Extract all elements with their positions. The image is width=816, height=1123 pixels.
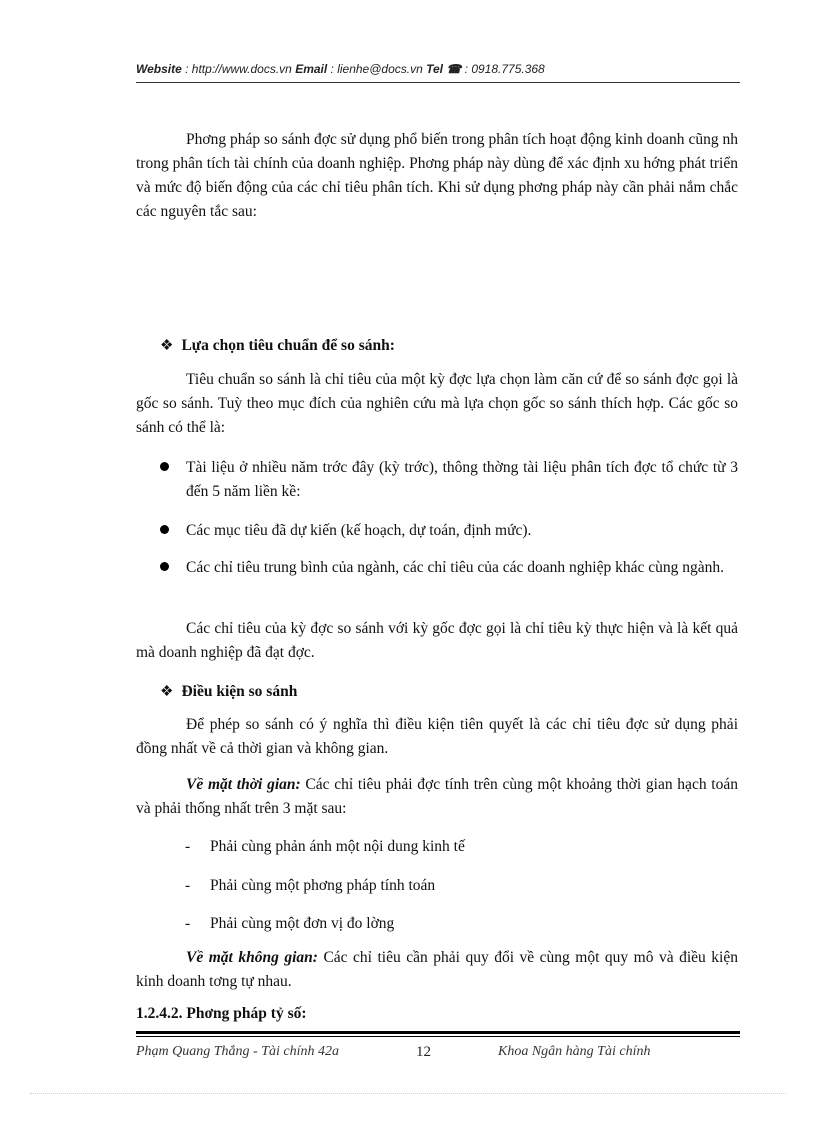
dash-icon: - (185, 915, 191, 932)
website-label: Website (136, 62, 182, 76)
heading-conditions-text: Điều kiện so sánh (181, 682, 298, 700)
time-text: Các chỉ tiêu phải đợc tính trên cùng một khoảng thời gian hạch toán và phải thống nhất trên 3 mặt sau: (136, 776, 738, 817)
intro-paragraph: Phơng pháp so sánh đợc sử dụng phổ biến trong phân tích hoạt động kinh doanh cũng nh trong phân tích tài chính của doanh nghiệp. Phơng pháp này dùng để xác định xu hớng phát triển và mức độ biến động của các chỉ tiêu phân tích. Khi sử dụng phơng pháp này cần phải nắm chắc các nguyên tắc sau: (136, 131, 738, 220)
footer-department: Khoa Ngân hàng Tài chính (498, 1044, 651, 1059)
time-label: Về mặt thời gian: (186, 776, 301, 793)
list-item (160, 556, 738, 580)
dash-icon: - (185, 877, 191, 894)
dash-item-text: Phải cùng một đơn vị đo lờng (210, 915, 395, 932)
list-item (160, 519, 738, 543)
list-item-text: Các chỉ tiêu trung bình của ngành, các chỉ tiêu của các doanh nghiệp khác cùng ngành. (186, 559, 724, 576)
heading-conditions (160, 682, 297, 701)
list-item (160, 456, 738, 504)
diamond-bullet-icon: ❖ (160, 684, 174, 700)
footer-author: Phạm Quang Thắng - Tài chính 42a (136, 1044, 339, 1059)
header-divider (136, 82, 740, 83)
criteria-paragraph: Tiêu chuẩn so sánh là chỉ tiêu của một kỳ đợc lựa chọn làm căn cứ để so sánh đợc gọi là gốc so sánh. Tuỳ theo mục đích của nghiên cứu mà lựa chọn gốc so sánh thích hợp. Các gốc so sánh có thể là: (136, 371, 738, 436)
phone-number: : 0918.775.368 (461, 62, 545, 76)
section-title: 1.2.4.2. Phơng pháp tỷ số: (136, 1005, 307, 1022)
list-item-text: Các mục tiêu đã dự kiến (kế hoạch, dự toán, định mức). (186, 522, 532, 539)
time-paragraph (136, 773, 738, 821)
tel-label: Tel (426, 62, 444, 76)
website-url[interactable]: : http://www.docs.vn (181, 62, 296, 76)
diamond-bullet-icon: ❖ (160, 338, 174, 354)
footer-divider-thick (136, 1031, 740, 1034)
dash-list-item (185, 874, 435, 898)
email-address[interactable]: : lienhe@docs.vn (327, 62, 427, 76)
page-header (136, 62, 740, 76)
dash-list-item (185, 835, 465, 859)
space-paragraph (136, 946, 738, 994)
footer-divider-thin (136, 1036, 740, 1037)
heading-criteria (160, 336, 395, 355)
space-text: Các chỉ tiêu cần phải quy đổi về cùng một quy mô và điều kiện kinh doanh tơng tự nhau. (136, 949, 738, 990)
bullet-dot-icon (160, 462, 169, 471)
list-item-text: Tài liệu ở nhiều năm trớc đây (kỳ trớc), thông thờng tài liệu phân tích đợc tổ chức từ 3 đến 5 năm liền kề: (186, 459, 738, 500)
dash-icon: - (185, 838, 191, 855)
page-edge-divider (30, 1093, 786, 1094)
email-label: Email (295, 62, 328, 76)
dash-item-text: Phải cùng một phơng pháp tính toán (210, 877, 436, 894)
dash-list-item (185, 912, 394, 936)
conditions-paragraph: Để phép so sánh có ý nghĩa thì điều kiện tiên quyết là các chỉ tiêu đợc sử dụng phải đồng nhất về cả thời gian và không gian. (136, 716, 738, 757)
phone-icon: ☎ (446, 62, 462, 76)
heading-criteria-text: Lựa chọn tiêu chuẩn để so sánh: (181, 336, 395, 354)
dash-item-text: Phải cùng phản ánh một nội dung kinh tế (210, 838, 465, 855)
bullet-dot-icon (160, 525, 169, 534)
page-number: 12 (416, 1044, 431, 1060)
bullet-dot-icon (160, 562, 169, 571)
space-label: Về mặt không gian: (186, 949, 318, 966)
result-paragraph: Các chỉ tiêu của kỳ đợc so sánh với kỳ gốc đợc gọi là chỉ tiêu kỳ thực hiện và là kết quả mà doanh nghiệp đã đạt đợc. (136, 620, 738, 661)
